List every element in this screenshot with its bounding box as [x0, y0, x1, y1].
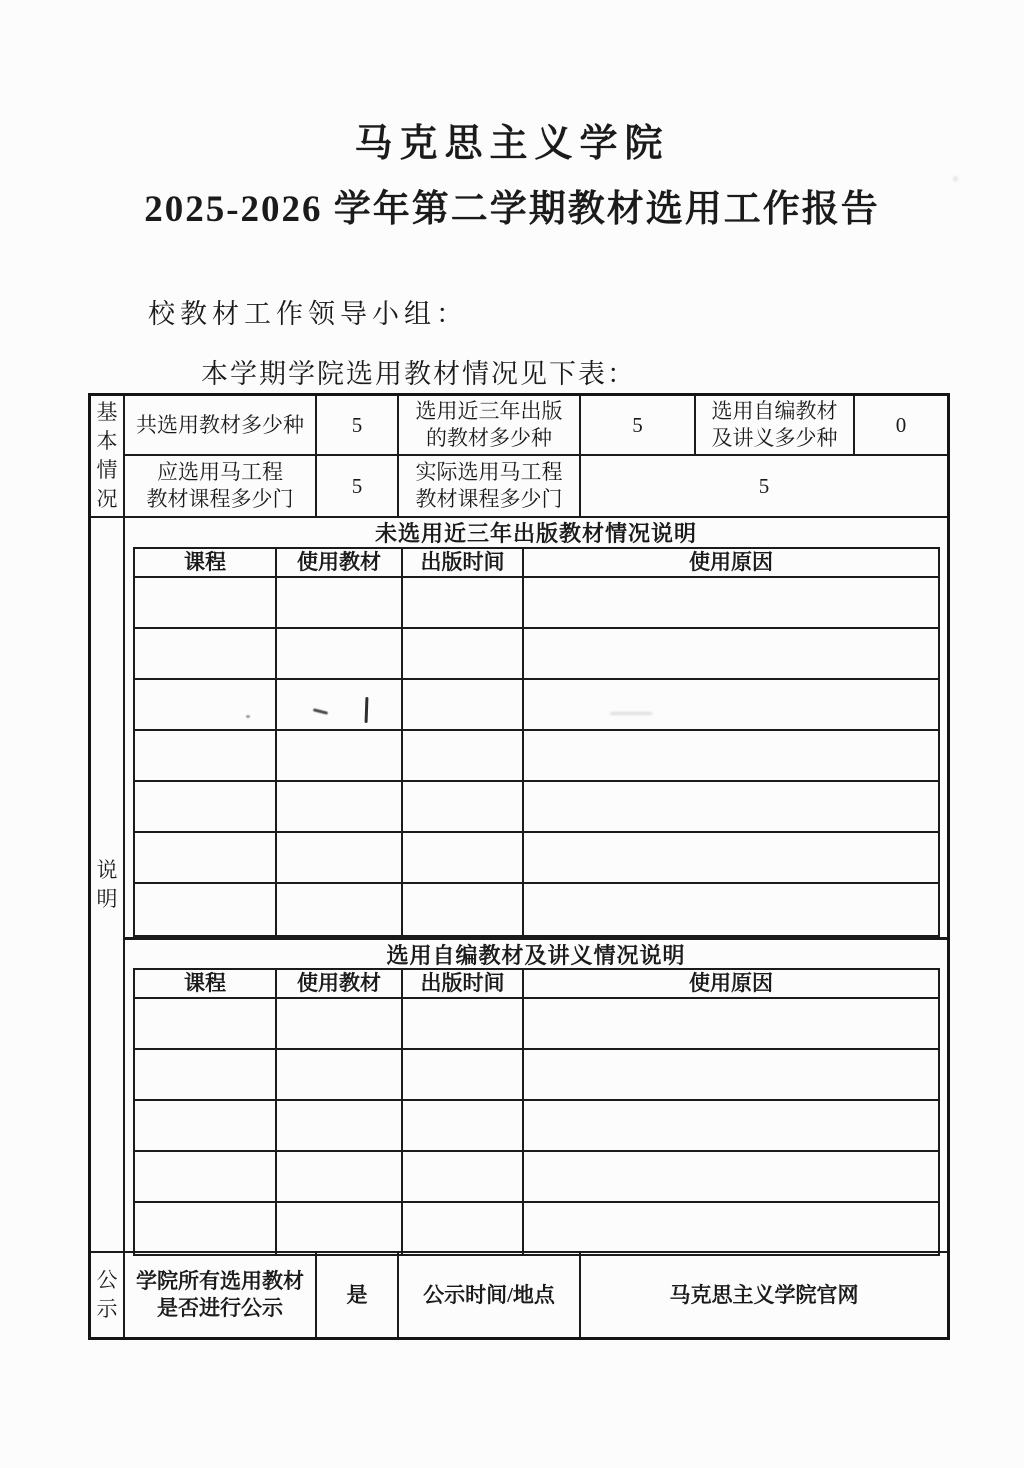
header-reason: 使用原因 — [689, 971, 773, 995]
notes-vertical-label: 说 明 — [91, 518, 125, 1251]
notes-content — [125, 518, 947, 1251]
empty-cell — [403, 782, 524, 831]
empty-row — [135, 833, 938, 884]
empty-cell — [403, 1203, 524, 1254]
empty-cell — [135, 999, 277, 1048]
empty-cell — [403, 578, 524, 627]
empty-cell — [403, 884, 524, 935]
report-subtitle: 2025-2026 学年第二学期教材选用工作报告 — [144, 189, 880, 230]
publicity-answer: 是 — [317, 1253, 399, 1337]
empty-cell — [524, 680, 938, 729]
notes-section — [91, 518, 947, 1253]
empty-cell — [277, 1101, 403, 1150]
header-publish-date: 出版时间 — [403, 549, 524, 576]
empty-row — [135, 1101, 938, 1152]
empty-cell — [524, 999, 938, 1048]
empty-cell — [135, 1152, 277, 1201]
salutation-text: 校教材工作领导小组： — [148, 299, 468, 329]
empty-cell — [403, 680, 524, 729]
subtable1-title: 未选用近三年出版教材情况说明 — [374, 521, 697, 546]
header-course: 课程 — [135, 970, 277, 997]
header-course: 课程 — [135, 549, 277, 576]
empty-row — [135, 578, 938, 629]
header-textbook-used: 使用教材 — [277, 549, 403, 576]
empty-cell — [277, 1152, 403, 1201]
empty-cell — [277, 999, 403, 1048]
actual-ma-project-value: 5 — [758, 473, 770, 498]
empty-cell — [524, 782, 938, 831]
empty-cell — [277, 1203, 403, 1254]
publicity-when-where-value: 马克思主义学院官网 — [669, 1282, 859, 1307]
subtable1 — [133, 547, 940, 937]
empty-cell — [524, 833, 938, 882]
total-textbooks-value: 5 — [317, 396, 399, 454]
subtable2-header-row — [135, 970, 938, 999]
subtable2 — [133, 968, 940, 1256]
empty-cell — [277, 731, 403, 780]
total-textbooks-label: 共选用教材多少种 — [125, 396, 317, 454]
empty-row — [135, 731, 938, 782]
required-ma-project-value: 5 — [317, 456, 399, 516]
self-compiled-value: 0 — [895, 412, 907, 437]
empty-cell — [135, 782, 277, 831]
required-ma-project-label: 应选用马工程 教材课程多少门 — [125, 456, 317, 516]
empty-row — [135, 884, 938, 935]
header-reason: 使用原因 — [689, 550, 773, 574]
header-textbook-used: 使用教材 — [277, 970, 403, 997]
report-table — [88, 393, 950, 1340]
empty-cell — [403, 1152, 524, 1201]
recent-published-label: 选用近三年出版 的教材多少种 — [399, 396, 581, 454]
subtable2-title: 选用自编教材及讲义情况说明 — [386, 942, 686, 968]
empty-cell — [403, 1050, 524, 1099]
empty-cell — [135, 1050, 277, 1099]
empty-cell — [277, 1050, 403, 1099]
page-title: 马克思主义学院 — [354, 123, 670, 165]
empty-cell — [277, 782, 403, 831]
not-recent-textbooks-block — [125, 518, 947, 940]
empty-cell — [135, 833, 277, 882]
empty-row — [135, 782, 938, 833]
empty-row — [135, 1152, 938, 1203]
empty-cell — [135, 629, 277, 678]
empty-cell — [277, 578, 403, 627]
empty-cell — [524, 578, 938, 627]
empty-cell — [524, 1203, 938, 1254]
empty-cell — [403, 629, 524, 678]
empty-cell — [277, 629, 403, 678]
empty-cell — [135, 1101, 277, 1150]
empty-row — [135, 680, 938, 731]
header-publish-date: 出版时间 — [403, 970, 524, 997]
publicity-when-where-label: 公示时间/地点 — [399, 1253, 581, 1337]
empty-cell — [135, 731, 277, 780]
empty-cell — [135, 680, 277, 729]
empty-cell — [524, 1101, 938, 1150]
empty-cell — [524, 629, 938, 678]
empty-cell — [277, 680, 403, 729]
empty-cell — [277, 833, 403, 882]
empty-cell — [524, 1152, 938, 1201]
empty-cell — [403, 833, 524, 882]
empty-cell — [403, 1101, 524, 1150]
empty-row — [135, 1050, 938, 1101]
publicity-section — [91, 1253, 947, 1337]
empty-row — [135, 999, 938, 1050]
subtable1-header-row — [135, 549, 938, 578]
self-compiled-textbooks-block — [125, 940, 947, 1256]
basic-info-section — [91, 396, 947, 518]
empty-cell — [524, 884, 938, 935]
empty-cell — [135, 884, 277, 935]
empty-cell — [403, 731, 524, 780]
self-compiled-label: 选用自编教材 及讲义多少种 — [696, 396, 855, 454]
empty-cell — [403, 999, 524, 1048]
actual-ma-project-label: 实际选用马工程 教材课程多少门 — [399, 456, 581, 516]
publicity-question: 学院所有选用教材 是否进行公示 — [125, 1253, 317, 1337]
recent-published-value: 5 — [581, 396, 696, 454]
publicity-vertical-label: 公 示 — [91, 1253, 125, 1337]
empty-cell — [524, 1050, 938, 1099]
intro-text: 本学期学院选用教材情况见下表： — [201, 359, 636, 389]
empty-cell — [135, 1203, 277, 1254]
basic-info-grid — [125, 396, 947, 516]
empty-cell — [135, 578, 277, 627]
basic-info-row-2 — [125, 456, 947, 516]
basic-info-vertical-label: 基 本 情 况 — [91, 396, 125, 516]
empty-cell — [277, 884, 403, 935]
basic-info-row-1 — [125, 396, 947, 456]
empty-row — [135, 629, 938, 680]
empty-row — [135, 1203, 938, 1254]
empty-cell — [524, 731, 938, 780]
